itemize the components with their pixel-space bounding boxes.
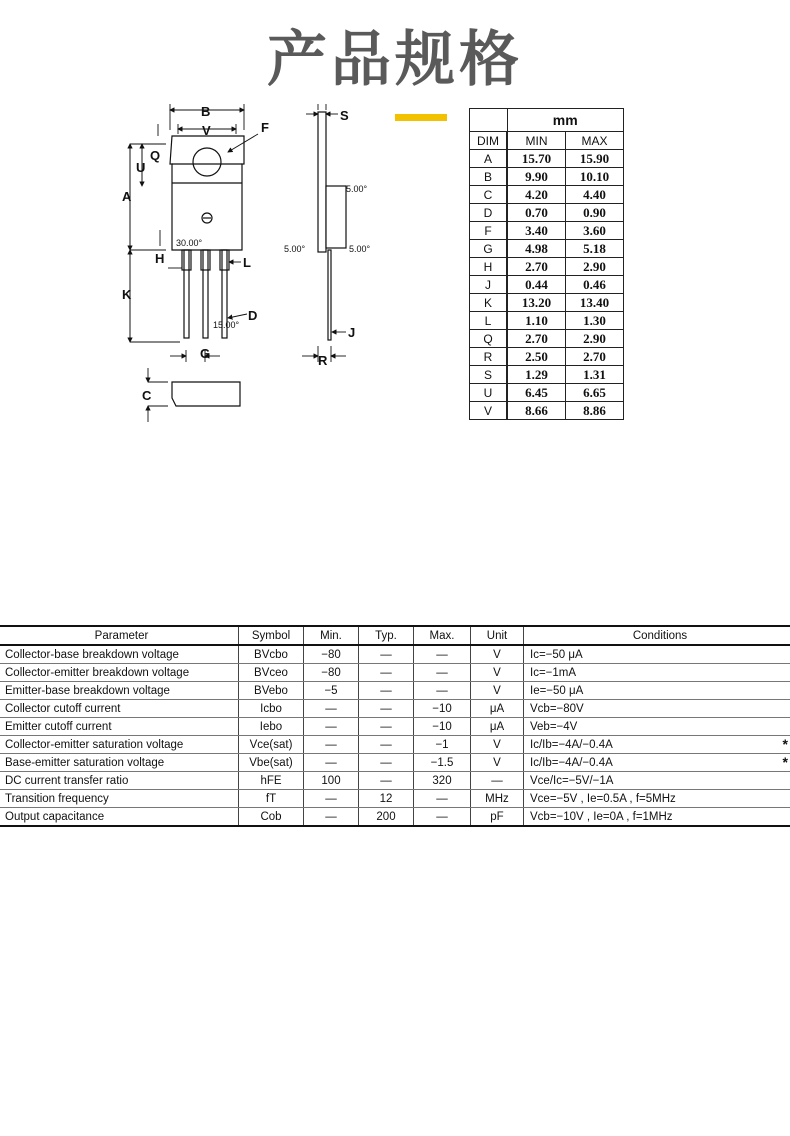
dim-header-blank — [470, 109, 508, 132]
max-cell-text: −1 — [435, 738, 449, 751]
dimension-row — [470, 240, 624, 258]
min-cell — [304, 790, 359, 808]
max-cell — [414, 772, 471, 790]
min-cell — [304, 772, 359, 790]
dim-letter: J — [470, 276, 508, 294]
conditions-cell-text: Ic/Ib=−4A/−0.4A — [530, 756, 613, 769]
dim-letter: A — [470, 150, 508, 168]
max-cell — [414, 790, 471, 808]
header-min: Min. — [304, 626, 359, 645]
spec-row — [0, 772, 790, 790]
dim-max: 1.31 — [566, 366, 624, 384]
symbol-cell — [239, 808, 304, 827]
dim-letter: U — [470, 384, 508, 402]
unit-cell — [471, 664, 524, 682]
dim-label: A — [122, 189, 132, 204]
typ-cell-text: — — [380, 720, 392, 733]
dim-max: 10.10 — [566, 168, 624, 186]
typ-cell — [359, 718, 414, 736]
dim-label: B — [201, 104, 211, 119]
symbol-cell-text: Cob — [260, 810, 282, 823]
symbol-cell — [239, 664, 304, 682]
symbol-cell — [239, 754, 304, 772]
dim-min: 4.98 — [507, 240, 566, 258]
conditions-cell-text: Vcb=−10V , Ie=0A , f=1MHz — [530, 810, 673, 823]
unit-cell-text: V — [493, 666, 501, 679]
dimension-row — [470, 348, 624, 366]
symbol-cell-text: BVebo — [254, 684, 288, 697]
dim-min: 2.70 — [507, 258, 566, 276]
max-cell-text: — — [436, 792, 448, 805]
header-max: Max. — [414, 626, 471, 645]
symbol-cell-text: Iebo — [259, 720, 283, 733]
symbol-cell — [239, 736, 304, 754]
min-cell — [304, 736, 359, 754]
dimension-row — [470, 150, 624, 168]
dim-label: H — [155, 251, 165, 266]
typ-cell — [359, 645, 414, 664]
dim-label: S — [340, 108, 349, 123]
symbol-cell-text: BVcbo — [254, 648, 288, 661]
max-cell-text: — — [436, 666, 448, 679]
min-cell — [304, 754, 359, 772]
dim-min: 15.70 — [507, 150, 566, 168]
parameter-cell-text: Output capacitance — [5, 810, 105, 823]
conditions-cell-text: Ie=−50 μA — [530, 684, 584, 697]
parameter-cell-text: Transition frequency — [5, 792, 109, 805]
conditions-cell — [524, 645, 790, 664]
dim-letter: R — [470, 348, 508, 366]
dim-min: 0.70 — [507, 204, 566, 222]
angle-label: 5.00° — [284, 244, 306, 254]
parameter-cell — [0, 790, 239, 808]
dim-max: 2.70 — [566, 348, 624, 366]
dim-max: 5.18 — [566, 240, 624, 258]
parameter-cell-text: Emitter-base breakdown voltage — [5, 684, 170, 697]
unit-cell-text: V — [493, 684, 501, 697]
parameter-cell-text: Collector-emitter breakdown voltage — [5, 666, 190, 679]
unit-header: mm — [507, 109, 624, 132]
min-cell — [304, 664, 359, 682]
dim-letter: S — [470, 366, 508, 384]
max-cell — [414, 736, 471, 754]
parameter-cell — [0, 754, 239, 772]
symbol-cell-text: Icbo — [260, 702, 282, 715]
parameter-cell — [0, 736, 239, 754]
min-cell — [304, 700, 359, 718]
dim-min: 1.29 — [507, 366, 566, 384]
dimension-row — [470, 366, 624, 384]
spec-row — [0, 736, 790, 754]
symbol-cell-text: fT — [265, 792, 277, 805]
dim-header: DIM — [470, 132, 508, 150]
typ-cell — [359, 736, 414, 754]
typ-cell — [359, 700, 414, 718]
angle-label: 5.00° — [346, 184, 368, 194]
header-conditions: Conditions — [524, 626, 790, 645]
dim-label: Q — [150, 148, 161, 163]
dim-min: 3.40 — [507, 222, 566, 240]
dimension-row — [470, 384, 624, 402]
dimension-row — [470, 168, 624, 186]
dimension-row — [470, 258, 624, 276]
parameter-cell — [0, 664, 239, 682]
parameter-cell — [0, 700, 239, 718]
min-cell-text: — — [325, 702, 337, 715]
conditions-cell — [524, 664, 790, 682]
parameter-cell — [0, 682, 239, 700]
footnote-mark: * — [782, 754, 788, 770]
dim-letter: C — [470, 186, 508, 204]
max-cell-text: −10 — [432, 702, 452, 715]
min-cell — [304, 718, 359, 736]
dim-min: 1.10 — [507, 312, 566, 330]
max-cell — [414, 718, 471, 736]
min-cell-text: — — [325, 720, 337, 733]
parameter-cell-text: DC current transfer ratio — [5, 774, 129, 787]
min-cell-text: −80 — [321, 648, 341, 661]
page-title: 产品规格 — [267, 25, 523, 95]
max-cell-text: — — [436, 810, 448, 823]
typ-cell-text: — — [380, 738, 392, 751]
dimension-row — [470, 294, 624, 312]
parameter-cell — [0, 808, 239, 827]
max-cell-text: 320 — [432, 774, 452, 787]
parameter-cell-text: Collector-emitter saturation voltage — [5, 738, 184, 751]
conditions-cell — [524, 772, 790, 790]
max-header: MAX — [566, 132, 624, 150]
conditions-cell-text: Vcb=−80V — [530, 702, 584, 715]
parameter-cell-text: Collector-base breakdown voltage — [5, 648, 179, 661]
dim-letter: G — [470, 240, 508, 258]
symbol-cell-text: Vce(sat) — [249, 738, 293, 751]
unit-cell — [471, 718, 524, 736]
max-cell-text: — — [436, 684, 448, 697]
dimension-row — [470, 312, 624, 330]
min-cell-text: — — [325, 738, 337, 751]
conditions-cell — [524, 736, 790, 754]
symbol-cell-text: Vbe(sat) — [249, 756, 293, 769]
conditions-cell-text: Ic=−1mA — [530, 666, 577, 679]
symbol-cell — [239, 645, 304, 664]
spec-row — [0, 790, 790, 808]
angle-label: 30.00° — [176, 238, 203, 248]
dim-letter: D — [470, 204, 508, 222]
typ-cell-text: — — [380, 648, 392, 661]
typ-cell-text: — — [380, 756, 392, 769]
spec-row — [0, 645, 790, 664]
min-cell — [304, 645, 359, 664]
dim-max: 2.90 — [566, 330, 624, 348]
max-cell — [414, 682, 471, 700]
spec-row — [0, 718, 790, 736]
conditions-cell-text: Ic=−50 μA — [530, 648, 583, 661]
dim-label: J — [348, 325, 356, 340]
unit-cell-text: μA — [489, 702, 505, 715]
dim-max: 1.30 — [566, 312, 624, 330]
dimension-table — [469, 108, 624, 420]
typ-cell-text: — — [380, 684, 392, 697]
dim-letter: F — [470, 222, 508, 240]
min-cell-text: — — [325, 810, 337, 823]
dimension-row — [470, 402, 624, 420]
typ-cell — [359, 664, 414, 682]
angle-label: 5.00° — [349, 244, 371, 254]
typ-cell — [359, 682, 414, 700]
dim-max: 2.90 — [566, 258, 624, 276]
typ-cell-text: 12 — [379, 792, 393, 805]
conditions-cell — [524, 682, 790, 700]
unit-cell-text: μA — [489, 720, 505, 733]
dim-letter: B — [470, 168, 508, 186]
unit-cell-text: V — [493, 648, 501, 661]
unit-cell-text: — — [491, 774, 503, 787]
package-outline-drawing — [110, 100, 390, 430]
unit-cell — [471, 736, 524, 754]
parameter-cell — [0, 645, 239, 664]
conditions-cell — [524, 754, 790, 772]
dim-letter: H — [470, 258, 508, 276]
dim-min: 8.66 — [507, 402, 566, 420]
symbol-cell — [239, 682, 304, 700]
dim-letter: L — [470, 312, 508, 330]
typ-cell — [359, 808, 414, 827]
max-cell — [414, 664, 471, 682]
symbol-cell-text: hFE — [260, 774, 282, 787]
conditions-cell — [524, 718, 790, 736]
dim-letter: K — [470, 294, 508, 312]
spec-row — [0, 682, 790, 700]
min-cell-text: −80 — [321, 666, 341, 679]
max-cell — [414, 808, 471, 827]
dim-label: D — [248, 308, 258, 323]
unit-cell — [471, 682, 524, 700]
dim-max: 13.40 — [566, 294, 624, 312]
min-cell-text: — — [325, 792, 337, 805]
conditions-cell — [524, 808, 790, 827]
dim-label: V — [202, 123, 211, 138]
typ-cell — [359, 772, 414, 790]
min-cell — [304, 808, 359, 827]
dim-letter: Q — [470, 330, 508, 348]
spec-row — [0, 664, 790, 682]
unit-cell-text: V — [493, 738, 501, 751]
parameter-cell — [0, 772, 239, 790]
dim-letter: V — [470, 402, 508, 420]
symbol-cell — [239, 700, 304, 718]
spec-row — [0, 808, 790, 827]
typ-cell-text: 200 — [376, 810, 396, 823]
unit-cell — [471, 790, 524, 808]
dim-min: 2.50 — [507, 348, 566, 366]
dim-max: 0.90 — [566, 204, 624, 222]
unit-cell-text: pF — [490, 810, 504, 823]
dimension-row — [470, 222, 624, 240]
dimension-row — [470, 330, 624, 348]
symbol-cell — [239, 772, 304, 790]
dim-max: 6.65 — [566, 384, 624, 402]
dimension-row — [470, 276, 624, 294]
conditions-cell — [524, 790, 790, 808]
symbol-cell-text: BVceo — [254, 666, 288, 679]
conditions-cell-text: Veb=−4V — [530, 720, 578, 733]
dim-min: 4.20 — [507, 186, 566, 204]
header-typ: Typ. — [359, 626, 414, 645]
conditions-cell-text: Vce=−5V , Ie=0.5A , f=5MHz — [530, 792, 676, 805]
dim-min: 2.70 — [507, 330, 566, 348]
parameter-cell — [0, 718, 239, 736]
unit-cell — [471, 808, 524, 827]
max-cell — [414, 700, 471, 718]
dim-max: 0.46 — [566, 276, 624, 294]
typ-cell-text: — — [380, 774, 392, 787]
dim-label: R — [318, 353, 328, 368]
header-unit: Unit — [471, 626, 524, 645]
footnote-mark: * — [782, 736, 788, 752]
dim-max: 8.86 — [566, 402, 624, 420]
typ-cell — [359, 790, 414, 808]
dimension-row — [470, 186, 624, 204]
header-parameter: Parameter — [0, 626, 239, 645]
dim-label: L — [243, 255, 251, 270]
unit-cell — [471, 772, 524, 790]
max-cell-text: −10 — [432, 720, 452, 733]
dim-label: G — [200, 346, 211, 361]
unit-cell — [471, 700, 524, 718]
spec-row — [0, 754, 790, 772]
dim-label: K — [122, 287, 132, 302]
unit-cell — [471, 645, 524, 664]
unit-cell — [471, 754, 524, 772]
unit-cell-text: MHz — [485, 792, 509, 805]
dim-label: C — [142, 388, 152, 403]
dim-min: 9.90 — [507, 168, 566, 186]
dim-label: U — [136, 160, 146, 175]
parameter-cell-text: Collector cutoff current — [5, 702, 121, 715]
min-cell-text: 100 — [321, 774, 341, 787]
dimension-row — [470, 204, 624, 222]
max-cell-text: — — [436, 648, 448, 661]
dim-max: 3.60 — [566, 222, 624, 240]
dim-max: 15.90 — [566, 150, 624, 168]
max-cell-text: −1.5 — [430, 756, 454, 769]
electrical-characteristics-table — [0, 625, 790, 827]
unit-cell-text: V — [493, 756, 501, 769]
parameter-cell-text: Base-emitter saturation voltage — [5, 756, 165, 769]
typ-cell — [359, 754, 414, 772]
conditions-cell-text: Vce/Ic=−5V/−1A — [530, 774, 614, 787]
parameter-cell-text: Emitter cutoff current — [5, 720, 112, 733]
angle-label: 15.00° — [213, 320, 240, 330]
min-cell-text: — — [325, 756, 337, 769]
typ-cell-text: — — [380, 666, 392, 679]
max-cell — [414, 754, 471, 772]
min-cell-text: −5 — [324, 684, 338, 697]
dim-min: 13.20 — [507, 294, 566, 312]
conditions-cell-text: Ic/Ib=−4A/−0.4A — [530, 738, 613, 751]
symbol-cell — [239, 790, 304, 808]
dim-max: 4.40 — [566, 186, 624, 204]
header-symbol: Symbol — [239, 626, 304, 645]
typ-cell-text: — — [380, 702, 392, 715]
max-cell — [414, 645, 471, 664]
dim-min: 6.45 — [507, 384, 566, 402]
min-header: MIN — [507, 132, 566, 150]
min-cell — [304, 682, 359, 700]
dim-label: F — [261, 120, 269, 135]
symbol-cell — [239, 718, 304, 736]
accent-bar — [395, 114, 447, 121]
dim-min: 0.44 — [507, 276, 566, 294]
conditions-cell — [524, 700, 790, 718]
spec-row — [0, 700, 790, 718]
